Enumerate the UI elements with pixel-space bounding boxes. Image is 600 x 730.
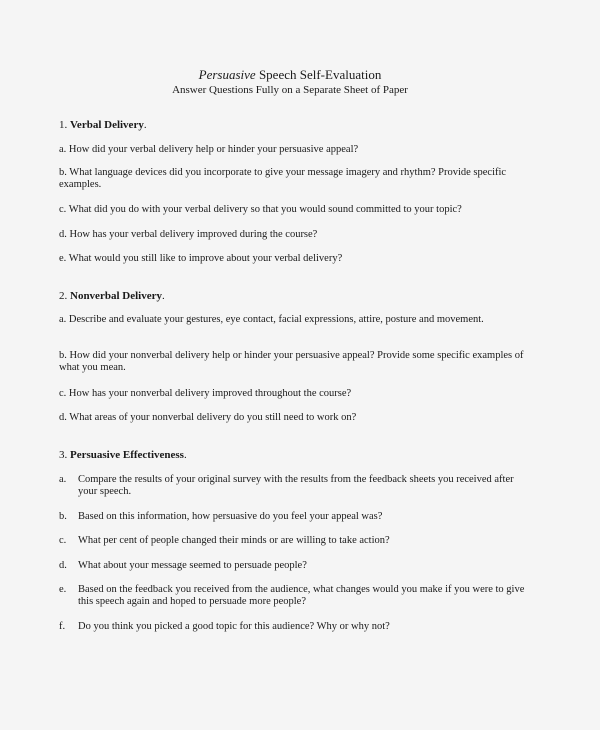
- question-text: Compare the results of your original survey with the results from the feedback sheets you received after your speech.: [78, 474, 514, 497]
- section-heading-persuasive-effectiveness: [59, 448, 187, 462]
- document-title-rest: Speech Self-Evaluation: [255, 67, 382, 82]
- section-heading-verbal-delivery: [59, 118, 147, 132]
- question-3d: [59, 560, 534, 572]
- question-letter: b.: [59, 511, 67, 522]
- question-letter: c.: [59, 535, 67, 546]
- question-letter: f.: [59, 621, 66, 632]
- section-heading-label: Nonverbal Delivery: [70, 290, 162, 302]
- section-heading-nonverbal-delivery: [59, 289, 165, 303]
- question-1d: d. How has your verbal delivery improved during the course?: [59, 229, 318, 240]
- question-1b: b. What language devices did you incorporate to give your message imagery and rhythm? Provide specific examples.: [59, 167, 507, 190]
- question-3f: [59, 621, 534, 633]
- document-title: [0, 67, 580, 83]
- question-2a: a. Describe and evaluate your gestures, eye contact, facial expressions, attire, posture and movement.: [59, 314, 484, 325]
- section-number: 1.: [59, 119, 70, 131]
- question-text: Based on the feedback you received from the audience, what changes would you make if you were to give this speech again and hoped to persuade more people?: [78, 584, 525, 607]
- section-heading-suffix: .: [143, 119, 147, 131]
- question-2c: c. How has your nonverbal delivery improved throughout the course?: [59, 388, 352, 399]
- document-subtitle: Answer Questions Fully on a Separate Sheet of Paper: [172, 84, 408, 96]
- section-number: 2.: [59, 290, 70, 302]
- section-number: 3.: [59, 449, 70, 461]
- question-text: Based on this information, how persuasive do you feel your appeal was?: [78, 511, 383, 522]
- section-heading-suffix: .: [183, 449, 187, 461]
- section-heading-suffix: .: [161, 290, 165, 302]
- question-letter: d.: [59, 560, 67, 571]
- question-3a: [59, 474, 534, 498]
- section-heading-label: Persuasive Effectiveness: [70, 449, 184, 461]
- question-3e: [59, 584, 534, 608]
- question-text: Do you think you picked a good topic for this audience? Why or why not?: [78, 621, 390, 632]
- question-2b: b. How did your nonverbal delivery help or hinder your persuasive appeal? Provide some specific examples of what you mean.: [59, 350, 524, 373]
- section-heading-label: Verbal Delivery: [70, 119, 144, 131]
- question-text: What about your message seemed to persuade people?: [78, 560, 307, 571]
- question-1a: a. How did your verbal delivery help or hinder your persuasive appeal?: [59, 144, 359, 155]
- question-1c: c. What did you do with your verbal delivery so that you would sound committed to your topic?: [59, 204, 462, 215]
- question-letter: a.: [59, 474, 67, 485]
- question-3c: [59, 535, 534, 547]
- document-title-italic: Persuasive: [198, 67, 256, 82]
- question-text: What per cent of people changed their minds or are willing to take action?: [78, 535, 390, 546]
- question-letter: e.: [59, 584, 67, 595]
- question-1e: e. What would you still like to improve about your verbal delivery?: [59, 253, 343, 264]
- question-3b: [59, 511, 534, 523]
- question-2d: d. What areas of your nonverbal delivery do you still need to work on?: [59, 412, 357, 423]
